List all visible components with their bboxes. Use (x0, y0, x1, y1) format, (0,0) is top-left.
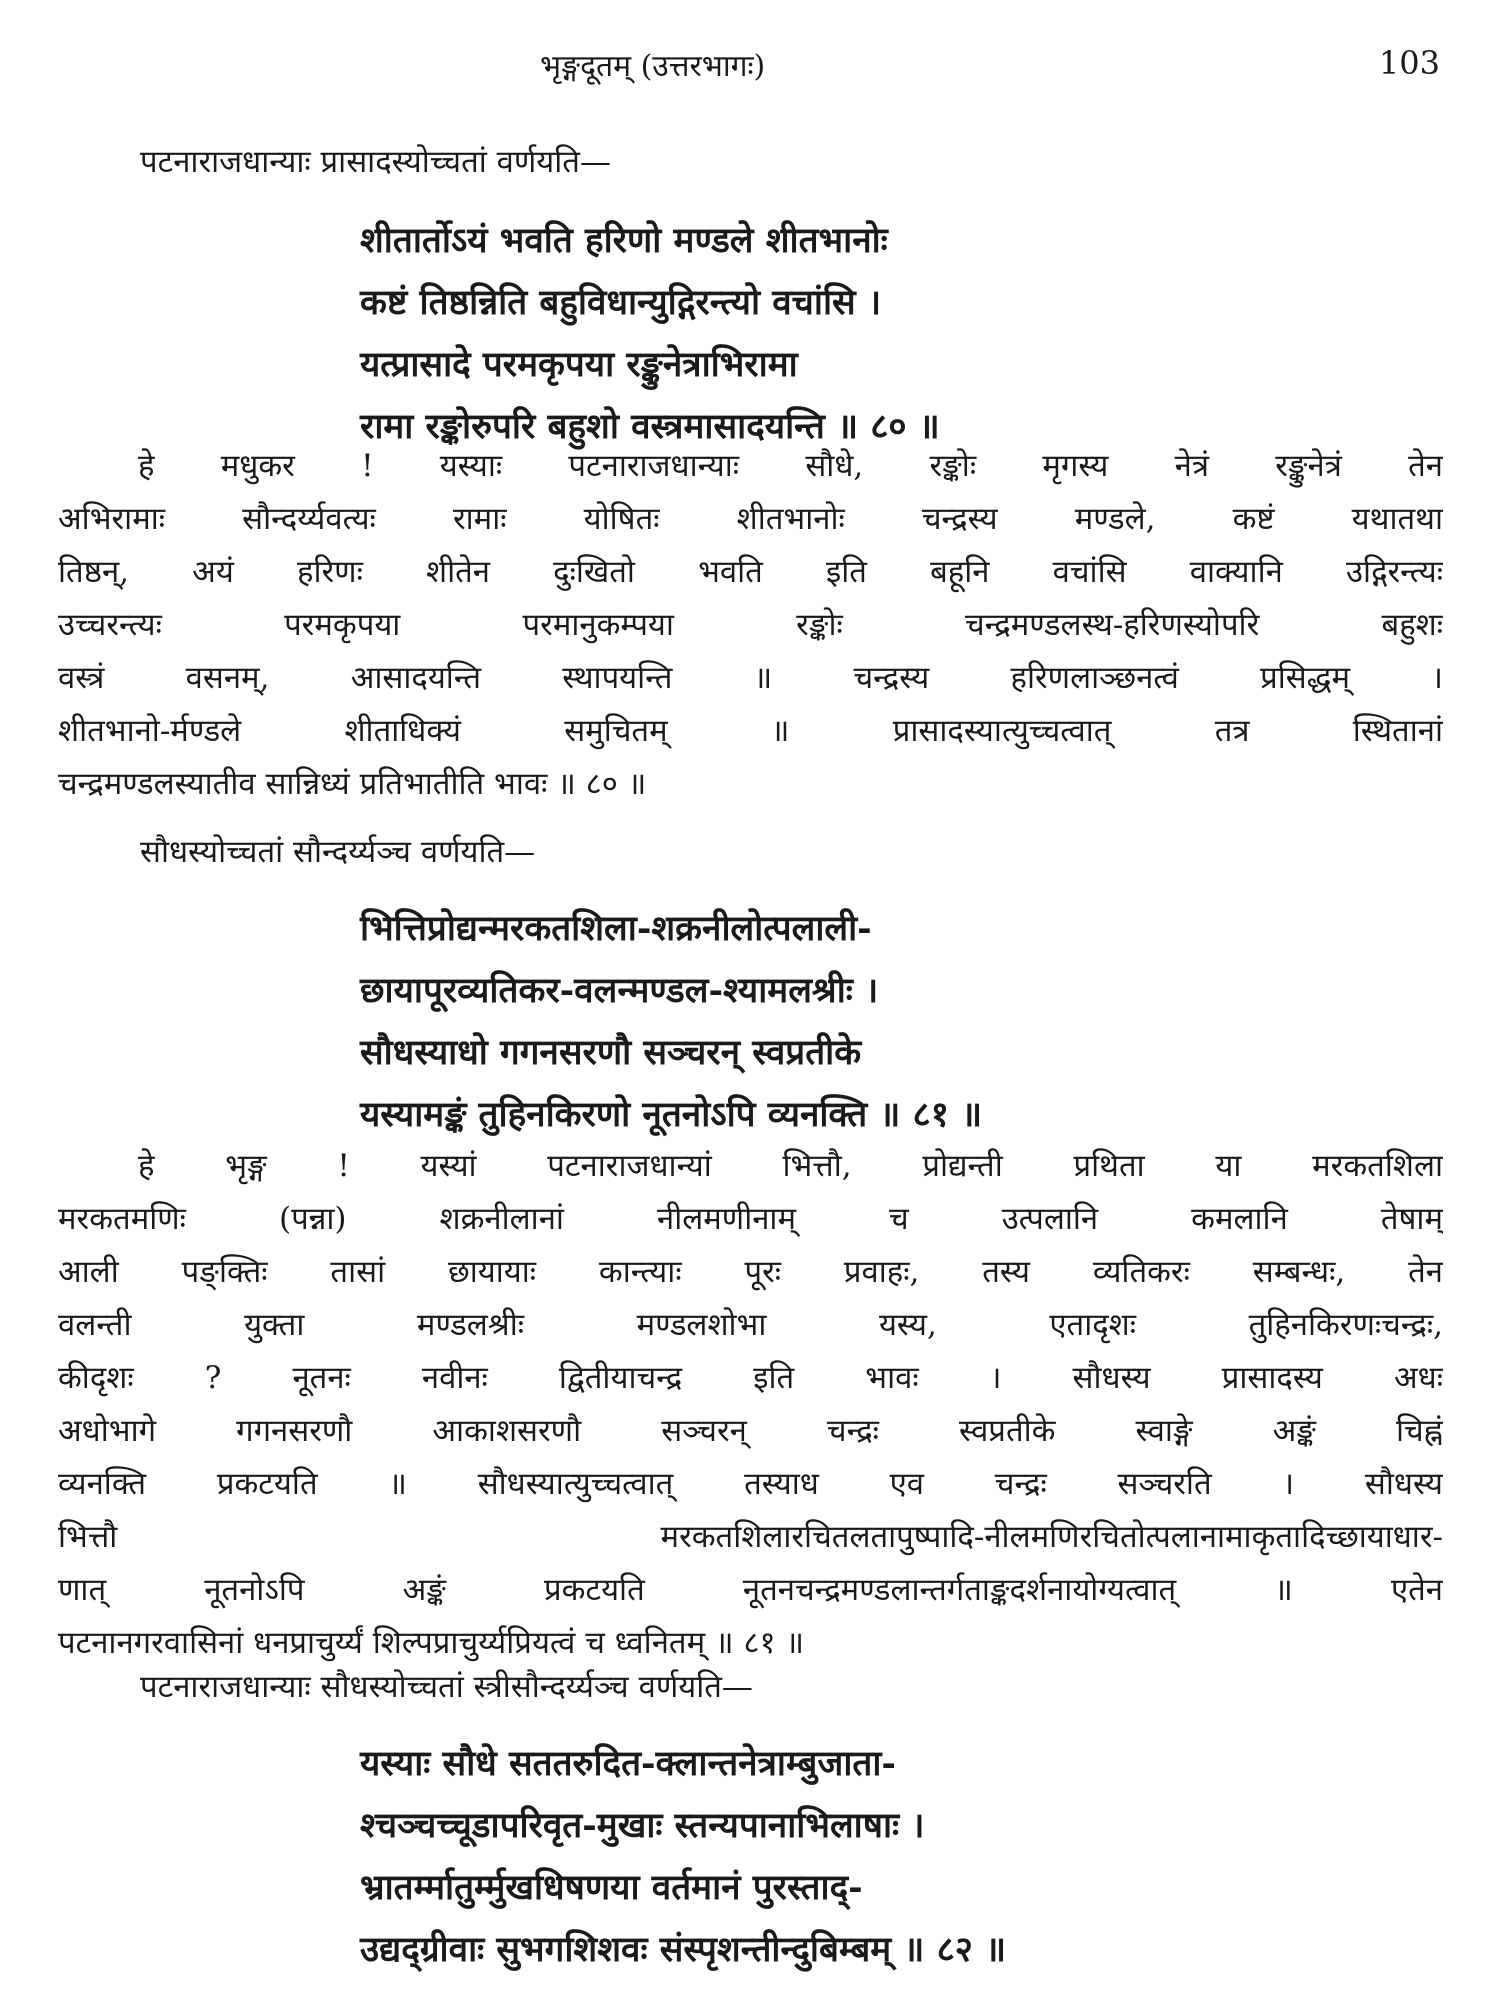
verse-line: कष्टं तिष्ठन्निति बहुविधान्युद्गिरन्त्यो वचांसि । (360, 282, 882, 323)
verse-line: उद्यद्ग्रीवाः सुभगशिशवः संस्पृशन्तीन्दुबिम्बम् ॥ ८२ ॥ (360, 1929, 1007, 1970)
commentary-line: उच्चरन्त्यः परमकृपया परमानुकम्पया रङ्कोः चन्द्रमण्डलस्थ-हरिणस्योपरि बहुशः (58, 607, 1443, 643)
verse-line: यस्याः सौधे सततरुदित-क्लान्तनेत्राम्बुजाता- (360, 1743, 896, 1784)
commentary-line: अधोभागे गगनसरणौ आकाशसरणौ सञ्चरन् चन्द्रः स्वप्रतीके स्वाङ्गे अङ्कं चिह्नं (58, 1413, 1443, 1449)
intro-line-82: पटनाराजधान्याः सौधस्योच्चतां स्त्रीसौन्दर्य्यञ्च वर्णयति— (140, 1669, 753, 1705)
intro-line-80: पटनाराजधान्याः प्रासादस्योच्चतां वर्णयति— (140, 144, 611, 180)
verse-line: रामा रङ्कोरुपरि बहुशो वस्त्रमासादयन्ति ॥ ८० ॥ (360, 406, 940, 447)
running-header: भृङ्गदूतम् (उत्तरभागः) (540, 49, 766, 84)
commentary-line: मरकतमणिः (पन्ना) शक्रनीलानां नीलमणीनाम् च उत्पलानि कमलानि तेषाम् (58, 1201, 1443, 1237)
commentary-line: पटनानगरवासिनां धनप्राचुर्य्यं शिल्पप्राचुर्य्यप्रियत्वं च ध्वनितम् ॥ ८१ ॥ (58, 1625, 805, 1661)
page-number: 103 (1378, 44, 1440, 82)
commentary-81 (58, 1140, 1443, 1670)
verse-line: सौधस्याधो गगनसरणौ सञ्चरन् स्वप्रतीके (360, 1032, 862, 1073)
commentary-line: चन्द्रमण्डलस्यातीव सान्निध्यं प्रतिभातीति भावः ॥ ८० ॥ (58, 766, 647, 802)
commentary-line: हे मधुकर ! यस्याः पटनाराजधान्याः सौधे, रङ्कोः मृगस्य नेत्रं रङ्कुनेत्रं तेन (138, 448, 1443, 484)
commentary-line: कीदृशः ? नूतनः नवीनः द्वितीयाचन्द्र इति भावः । सौधस्य प्रासादस्य अधः (58, 1360, 1443, 1396)
commentary-line: वस्त्रं वसनम्, आसादयन्ति स्थापयन्ति ॥ चन्द्रस्य हरिणलाञ्छनत्वं प्रसिद्धम् । (58, 660, 1443, 696)
commentary-line: शीतभानो-र्मण्डले शीताधिक्यं समुचितम् ॥ प्रासादस्यात्युच्चत्वात् तत्र स्थितानां (58, 713, 1443, 749)
verse-81 (360, 898, 1400, 1146)
verse-line: छायापूरव्यतिकर-वलन्मण्डल-श्यामलश्रीः । (360, 970, 879, 1011)
verse-line: भ्रातर्म्मातुर्म्मुखधिषणया वर्तमानं पुरस्ताद्- (360, 1867, 863, 1908)
intro-line-81: सौधस्योच्चतां सौन्दर्य्यञ्च वर्णयति— (140, 834, 536, 870)
verse-line: भित्तिप्रोद्यन्मरकतशिला-शक्रनीलोत्पलाली- (360, 908, 872, 949)
commentary-line: वलन्ती युक्ता मण्डलश्रीः मण्डलशोभा यस्य, एतादृशः तुहिनकिरणःचन्द्रः, (58, 1307, 1443, 1343)
verse-line: श्चञ्चच्चूडापरिवृत-मुखाः स्तन्यपानाभिलाषाः । (360, 1805, 925, 1846)
commentary-line: व्यनक्ति प्रकटयति ॥ सौधस्यात्युच्चत्वात् तस्याध एव चन्द्रः सञ्चरति । सौधस्य (58, 1466, 1443, 1502)
verse-82 (360, 1733, 1400, 1981)
commentary-line: हे भृङ्ग ! यस्यां पटनाराजधान्यां भित्तौ, प्रोद्यन्ती प्रथिता या मरकतशिला (138, 1148, 1443, 1184)
commentary-line: णात् नूतनोऽपि अङ्कं प्रकटयति नूतनचन्द्रमण्डलान्तर्गताङ्कदर्शनायोग्यत्वात् ॥ एतेन (58, 1572, 1443, 1608)
verse-line: यत्प्रासादे परमकृपया रङ्कुनेत्राभिरामा (360, 344, 798, 385)
commentary-line: अभिरामाः सौन्दर्य्यवत्यः रामाः योषितः शीतभानोः चन्द्रस्य मण्डले, कष्टं यथातथा (58, 501, 1443, 537)
commentary-80 (58, 440, 1443, 811)
verse-80 (360, 210, 1400, 458)
commentary-line: भित्तौ मरकतशिलारचितलतापुष्पादि-नीलमणिरचितोत्पलानामाकृतादिच्छायाधार- (58, 1519, 1443, 1555)
verse-line: यस्यामङ्कं तुहिनकिरणो नूतनोऽपि व्यनक्ति ॥ ८१ ॥ (360, 1094, 983, 1135)
verse-line: शीतार्तोऽयं भवति हरिणो मण्डले शीतभानोः (360, 220, 888, 261)
commentary-line: तिष्ठन्, अयं हरिणः शीतेन दुःखितो भवति इति बहूनि वचांसि वाक्यानि उद्गिरन्त्यः (58, 554, 1443, 590)
commentary-line: आली पङ्क्तिः तासां छायायाः कान्त्याः पूरः प्रवाहः, तस्य व्यतिकरः सम्बन्धः, तेन (58, 1254, 1443, 1290)
